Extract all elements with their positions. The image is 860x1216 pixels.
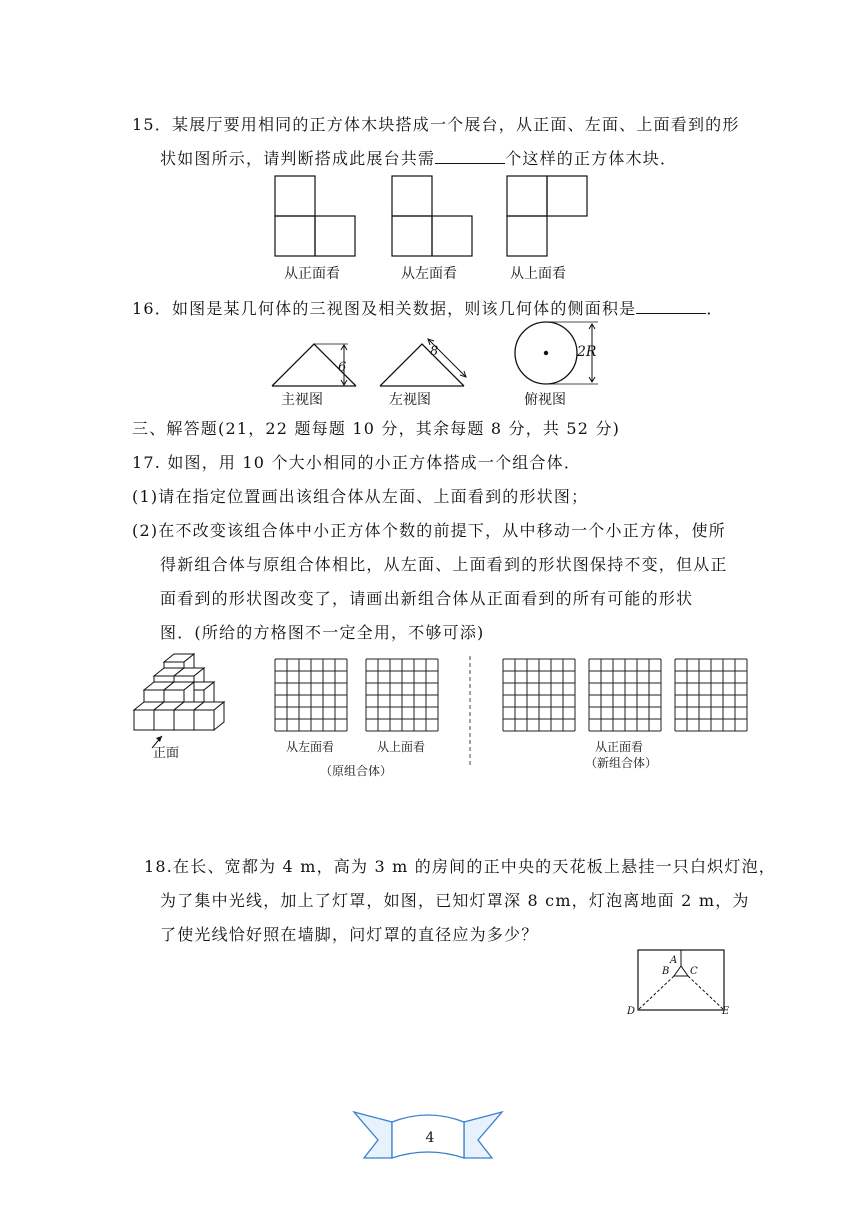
- q15-line1: 15．某展厅要用相同的正方体木块搭成一个展台，从正面、左面、上面看到的形: [132, 115, 740, 134]
- q17-part2-line1: (2)在不改变该组合体中小正方体个数的前提下，从中移动一个小正方体，使所: [132, 521, 726, 540]
- q15-answer-blank[interactable]: [435, 149, 505, 164]
- q16-left-view: [378, 336, 468, 388]
- q18-line3: 了使光线恰好照在墙脚，问灯罩的直径应为多少？: [160, 925, 539, 944]
- q17-caption-top: 从上面看: [377, 740, 426, 754]
- q17-intro: 17. 如图，用 10 个大小相同的小正方体搭成一个组合体．: [132, 453, 582, 472]
- q18-label-b: B: [662, 966, 670, 977]
- q16-line1-a: 16．如图是某几何体的三视图及相关数据，则该几何体的侧面积是: [132, 299, 637, 318]
- q17-grid-new-front-2[interactable]: [588, 658, 664, 734]
- section3-heading: 三、解答题(21，22 题每题 10 分，其余每题 8 分，共 52 分): [132, 419, 621, 438]
- q18-label-e: E: [722, 1006, 730, 1017]
- q17-original-group: （原组合体）: [320, 764, 393, 778]
- q17-new-group: （新组合体）: [585, 756, 658, 770]
- q17-part2-line4: 图．(所给的方格图不一定全用，不够可添): [160, 623, 485, 642]
- q17-part2-line3: 面看到的形状图改变了，请画出新组合体从正面看到的所有可能的形状: [160, 589, 694, 608]
- q16-caption-front: 主视图: [281, 392, 323, 408]
- q16-left-slant: 8: [430, 344, 439, 359]
- q17-part2-line2: 得新组合体与原组合体相比，从左面、上面看到的形状图保持不变，但从正: [160, 555, 728, 574]
- q15-caption-left: 从左面看: [401, 266, 457, 282]
- q15-line2-a: 状如图所示，请判断搭成此展台共需: [160, 149, 436, 168]
- page-number: 4: [425, 1130, 435, 1146]
- q17-grid-new-front-3[interactable]: [674, 658, 750, 734]
- q18-label-d: D: [627, 1006, 636, 1017]
- q16-answer-blank[interactable]: [636, 299, 706, 314]
- q15-caption-top: 从上面看: [510, 266, 566, 282]
- cube: [194, 702, 224, 730]
- q16-line1-b: ．: [706, 299, 724, 318]
- q17-grid-top-view[interactable]: [365, 658, 441, 734]
- q16-line1: [132, 296, 724, 319]
- q18-label-c: C: [690, 966, 698, 977]
- q18-line1: 18.在长、宽都为 4 m，高为 3 m 的房间的正中央的天花板上悬挂一只白炽灯泡，: [144, 857, 776, 876]
- q15-line2: [160, 146, 677, 169]
- q17-front-label: 正面: [153, 746, 180, 761]
- q15-front-view: [274, 175, 356, 257]
- q15-top-view: [506, 175, 588, 257]
- q17-caption-left: 从左面看: [286, 740, 335, 754]
- q16-caption-left: 左视图: [389, 392, 431, 408]
- q16-front-view: [270, 338, 360, 388]
- q17-divider: [468, 656, 472, 768]
- q16-caption-top: 俯视图: [524, 392, 566, 408]
- q16-top-diameter: 2R: [577, 344, 597, 360]
- q15-caption-front: 从正面看: [284, 266, 340, 282]
- q17-grid-new-front-1[interactable]: [502, 658, 578, 734]
- q17-grid-left-view[interactable]: [274, 658, 350, 734]
- q17-part1: (1)请在指定位置画出该组合体从左面、上面看到的形状图；: [132, 487, 589, 506]
- q17-cube-stack: [126, 644, 236, 760]
- q18-line2: 为了集中光线，加上了灯罩，如图，已知灯罩深 8 cm，灯泡离地面 2 m，为: [160, 891, 750, 910]
- q17-caption-new-front: 从正面看: [595, 740, 644, 754]
- q18-label-a: A: [670, 955, 678, 966]
- q15-left-view: [391, 175, 473, 257]
- q15-line2-b: 个这样的正方体木块．: [505, 149, 678, 168]
- q16-front-height: 6: [338, 360, 347, 375]
